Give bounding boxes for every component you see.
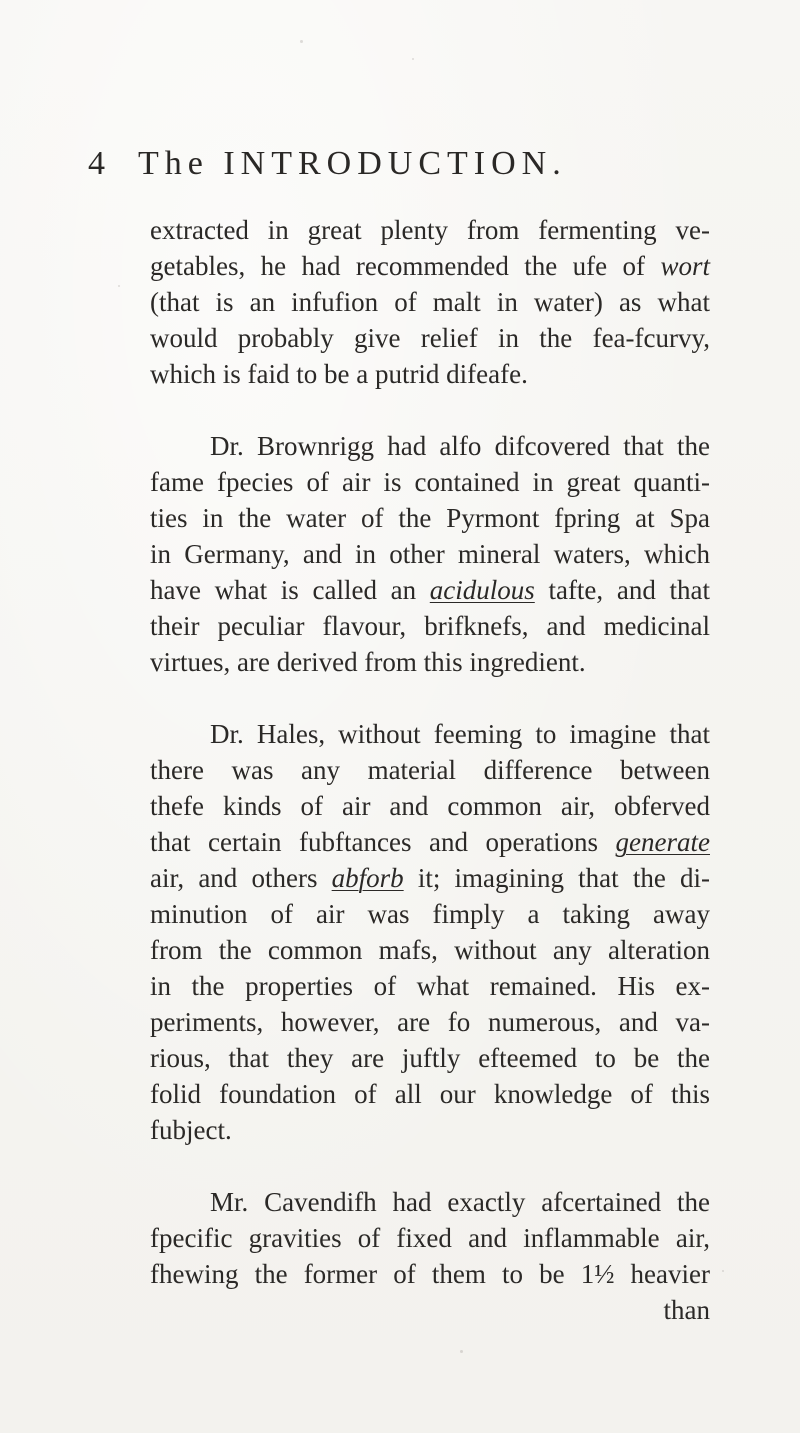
paragraph xyxy=(150,428,710,680)
paragraph-gap xyxy=(150,680,710,716)
italic-term: generate xyxy=(615,827,710,857)
paragraph-gap xyxy=(150,392,710,428)
italic-term: acidulous xyxy=(429,575,535,605)
paper-speck xyxy=(722,1270,724,1272)
paper-speck xyxy=(118,285,120,287)
italic-term: abforb xyxy=(331,863,404,893)
running-head: The INTRODUCTION. xyxy=(138,145,567,182)
paragraph xyxy=(150,1184,710,1328)
paragraph xyxy=(150,212,710,392)
text-line xyxy=(150,860,710,896)
text-line: fubject. xyxy=(150,1115,232,1145)
text-line: there was any material difference between xyxy=(150,755,710,785)
text-line: extracted in great plenty from fermenting ve- xyxy=(150,215,710,245)
text-line: rious, that they are juftly efteemed to be the xyxy=(150,1043,710,1073)
text-line: Dr. Brownrigg had alfo difcovered that the xyxy=(210,431,710,461)
text-fragment: that certain fubftances and operations xyxy=(150,827,616,857)
text-line: minution of air was fimply a taking away xyxy=(150,899,710,929)
text-line: their peculiar flavour, brifknefs, and medicinal xyxy=(150,611,710,641)
paragraph xyxy=(150,716,710,1148)
page-header xyxy=(88,142,708,186)
text-line: in Germany, and in other mineral waters, which xyxy=(150,539,710,569)
text-line: fpecific gravities of fixed and inflammable air, xyxy=(150,1223,710,1253)
catchword: than xyxy=(663,1295,710,1325)
text-fragment: air, and others xyxy=(150,863,332,893)
text-line: folid foundation of all our knowledge of this xyxy=(150,1079,710,1109)
text-line: Mr. Cavendifh had exactly afcertained the xyxy=(210,1187,710,1217)
paragraph-gap xyxy=(150,1148,710,1184)
text-line: periments, however, are fo numerous, and va- xyxy=(150,1007,710,1037)
text-line: from the common mafs, without any alteration xyxy=(150,935,710,965)
text-line: would probably give relief in the fea-fcurvy, xyxy=(150,323,710,353)
text-fragment: have what is called an xyxy=(150,575,430,605)
page-number: 4 xyxy=(88,145,105,182)
body-text xyxy=(150,212,710,1328)
text-line: fame fpecies of air is contained in great quanti- xyxy=(150,467,710,497)
paper-speck xyxy=(460,1350,463,1353)
text-line: in the properties of what remained. His ex- xyxy=(150,971,710,1001)
text-line xyxy=(150,248,710,284)
text-line xyxy=(150,572,710,608)
text-line xyxy=(150,824,710,860)
text-line: Dr. Hales, without feeming to imagine that xyxy=(210,719,710,749)
paper-speck xyxy=(300,40,303,43)
text-line: virtues, are derived from this ingredient. xyxy=(150,647,586,677)
italic-term: wort xyxy=(660,251,710,281)
text-line: thefe kinds of air and common air, obferved xyxy=(150,791,710,821)
text-fragment: tafte, and that xyxy=(534,575,710,605)
paper-speck xyxy=(412,58,414,60)
text-line: which is faid to be a putrid difeafe. xyxy=(150,359,528,389)
text-line: fhewing the former of them to be 1½ heavier xyxy=(150,1259,710,1289)
text-fragment: it; imagining that the di- xyxy=(403,863,710,893)
text-line: ties in the water of the Pyrmont fpring at Spa xyxy=(150,503,710,533)
text-line: (that is an infufion of malt in water) as what xyxy=(150,287,710,317)
text-fragment: getables, he had recommended the ufe of xyxy=(150,251,661,281)
